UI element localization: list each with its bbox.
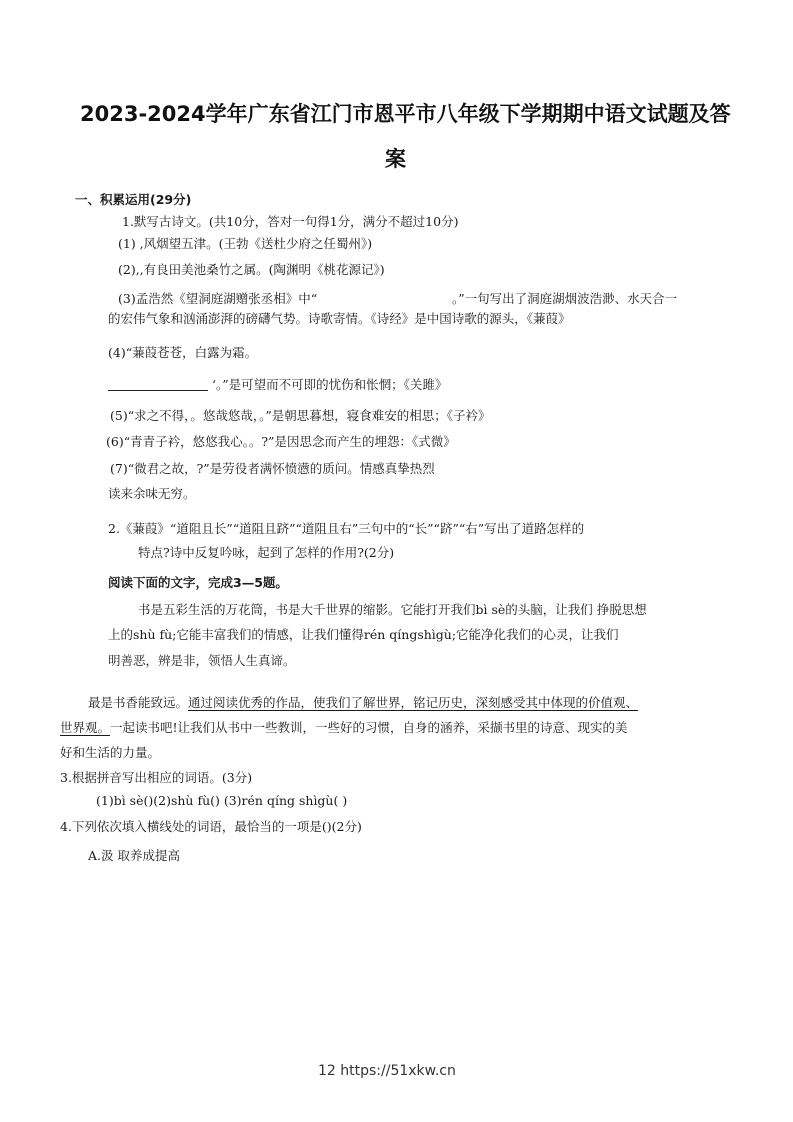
q4-option-a: A.汲 取养成提高 (88, 848, 180, 863)
q3-answer-items: (1)bì sè()(2)shù fù() (3)rén qíng shìgù( ) (96, 793, 348, 808)
q1-item-3-end: 。”一句写出了洞庭湖烟波浩渺、水天合一 (452, 291, 678, 306)
q2-line2: 特点?诗中反复吟咏，起到了怎样的作用?(2分) (138, 545, 395, 560)
q2-line1: 2.《蒹葭》“道阻且长”“道阻且跻”“道阻且右”三句中的“长”“跻”“右”写出了道路怎样的 (108, 521, 585, 536)
q1-item-1: (1) ,风烟望五津。(王勃《送杜少府之任蜀州》) (118, 236, 373, 251)
page-footer: 12 https://51xkw.cn (318, 1063, 456, 1079)
reading-instruction: 阅读下面的文字，完成3—5题。 (108, 575, 288, 590)
passage-para2-lead: 最是书香能致远。 (88, 695, 189, 710)
q1-item-4-cont: ‘。”是可望而不可即的忧伤和怅惘；《关雎》 (212, 377, 448, 392)
q1-item-2: (2),,有良田美池桑竹之属。(陶渊明《桃花源记》) (118, 262, 385, 277)
q4-prompt: 4.下列依次填入横线处的词语，最恰当的一项是()(2分) (60, 819, 362, 834)
q1-item-4-answer-blank (108, 380, 208, 391)
q1-item-7: (7)“微君之故，?”是劳役者满怀愤懑的质问。情感真挚热烈 (110, 461, 435, 476)
underlined-sentence-end: 世界观。 (60, 720, 111, 735)
passage-para2-cont: 一起读书吧!让我们从书中一些教训，一些好的习惯，自身的涵养，采撷书里的诗意、现实的美 (110, 720, 628, 735)
section-heading: 一、积累运用(29分) (75, 192, 192, 207)
q1-intro: 1.默写古诗文。(共10分，答对一句得1分，满分不超过10分) (122, 214, 459, 229)
passage-para2-line1 (88, 695, 638, 711)
underlined-sentence: 通过阅读优秀的作品，使我们了解世界，铭记历史，深刻感受其中体现的价值观、 (188, 695, 639, 710)
passage-para2-line3: 好和生活的力量。 (60, 745, 161, 760)
passage-para2-line2 (60, 720, 628, 736)
q1-item-6: (6)“青青子衿，悠悠我心。。?”是因思念而产生的埋怨：《式微》 (106, 434, 456, 449)
passage-para1-line3: 明善恶，辨是非，领悟人生真谛。 (108, 653, 296, 668)
q1-item-4: (4)“蒹葭苍苍，白露为霜。 (108, 345, 258, 360)
doc-title-line1: 2023-2024学年广东省江门市恩平市八年级下学期期中语文试题及答 (80, 102, 731, 126)
q1-item-3-cont: 的宏伟气象和汹涌澎湃的磅礴气势。诗歌寄情。《诗经》是中国诗歌的源头，《蒹葭》 (108, 311, 571, 326)
q3-prompt: 3.根据拼音写出相应的词语。(3分) (60, 770, 253, 785)
q1-item-7-cont: 读来余味无穷。 (108, 486, 196, 501)
passage-para1-line1: 书是五彩生活的万花筒，书是大千世界的缩影。它能打开我们bì sè的头脑，让我们 挣脱思想 (138, 602, 647, 617)
q1-item-5: (5)“求之不得，。悠哉悠哉，。”是朝思暮想，寝食难安的相思；《子衿》 (110, 408, 491, 423)
q1-item-3-start: (3)孟浩然《望洞庭湖赠张丞相》中“ (118, 291, 318, 306)
passage-para1-line2: 上的shù fù;它能丰富我们的情感，让我们懂得rén qíngshìgù;它能净化我们的心灵，让我们 (108, 627, 619, 642)
doc-title-line2: 案 (385, 147, 406, 171)
